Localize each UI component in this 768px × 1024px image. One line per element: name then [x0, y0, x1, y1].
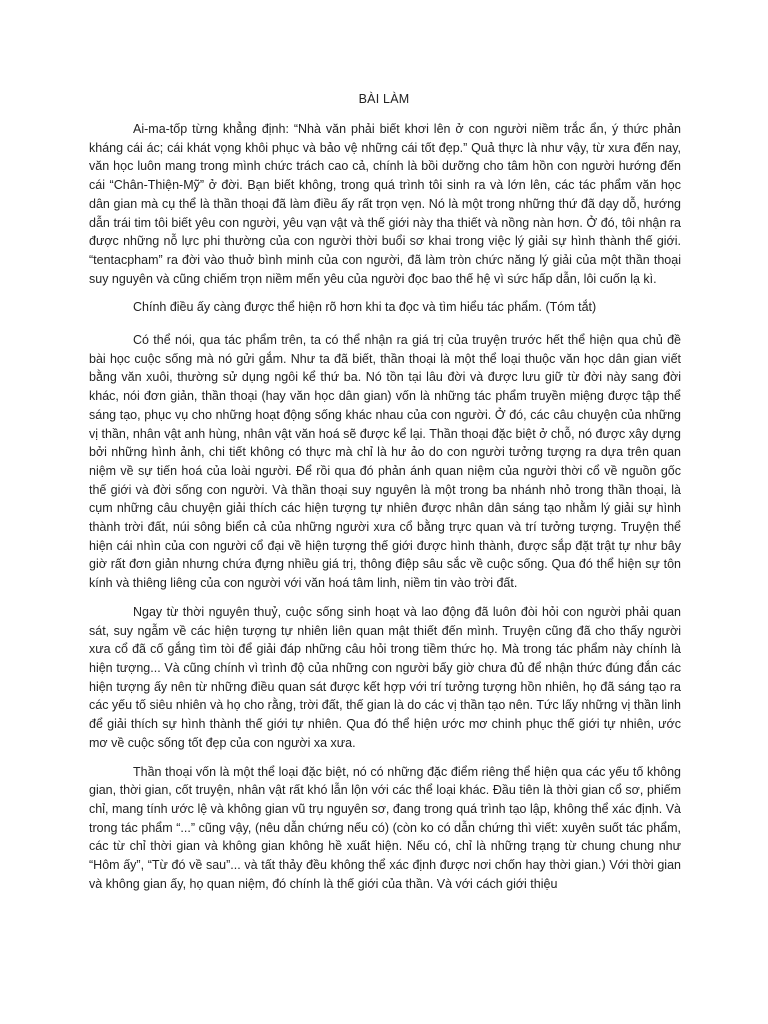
document-title: BÀI LÀM: [358, 92, 410, 106]
paragraph-intro: Ai-ma-tốp từng khẳng định: “Nhà văn phải biết khơi lên ở con người niềm trắc ẩn, ý thức phản kháng cái ác; cái khát vọng khôi phục và bảo vệ những cái tốt đẹp.” Quả thực là như vậy, từ xưa đến nay, văn học luôn mang trong mình chức trách cao cả, chính là bồi dưỡng cho tâm hồn con người hướng đến cái “Chân-Thiện-Mỹ” ở đời. Bạn biết không, trong quá trình tôi sinh ra và lớn lên, các tác phẩm văn học dân gian mà cụ thể là thần thoại đã làm điều ấy rất trọn vẹn. Nó là một trong những thứ đã dạy dỗ, hướng dẫn trái tim tôi biết yêu con người, yêu vạn vật và thế giới này tha thiết và nồng nàn hơn. Ở đó, tôi nhận ra được những nỗ lực phi thường của con người thời buổi sơ khai trong việc lý giải sự hình thành thế giới. “tentacpham” ra đời vào thuở bình minh của con người, đã làm tròn chức năng lý giải của một thần thoại suy nguyên và cũng chiếm trọn niềm mến yêu của người đọc bao thế hệ vì sức hấp dẫn, lôi cuốn lạ kì.: [89, 122, 681, 286]
paragraph-summary-note: Chính điều ấy càng được thể hiện rõ hơn khi ta đọc và tìm hiểu tác phẩm. (Tóm tắt): [133, 300, 597, 315]
paragraph-origins: Ngay từ thời nguyên thuỷ, cuộc sống sinh hoạt và lao động đã luôn đòi hỏi con người phải quan sát, suy ngẫm về các hiện tượng tự nhiên liên quan mật thiết đến mình. Truyện cũng đã cho thấy người xưa cổ đã cố gắng tìm tòi để giải đáp những câu hỏi trong tiềm thức họ. Mà trong tác phẩm này chính là hiện tượng... Và cũng chính vì trình độ của những con người bấy giờ chưa đủ để nhận thức đúng đắn các hiện tượng ấy nên từ những điều quan sát được kết hợp với trí tưởng tượng hồn nhiên, họ đã sáng tạo ra các yếu tố siêu nhiên và họ cho rằng, trời đất, thế gian là do các vị thần tạo nên. Tức lấy những vị thần linh để giải thích sự hình thành thế giới tự nhiên. Qua đó thể hiện ước mơ chinh phục thế giới tự nhiên, ước mơ về cuộc sống tốt đẹp của con người xa xưa.: [89, 604, 681, 750]
paragraph-theme: Có thể nói, qua tác phẩm trên, ta có thể nhận ra giá trị của truyện trước hết thể hiện qua chủ đề bài học cuộc sống mà nó gửi gắm. Như ta đã biết, thần thoại là một thể loại thuộc văn học dân gian viết bằng văn xuôi, thường sử dụng ngôi kể thứ ba. Nó tồn tại lâu đời và được lưu giữ từ đời này sang đời khác, nói đơn giản, thần thoại (hay văn học dân gian) vốn là những tác phẩm truyền miệng được tập thể sáng tạo, phục vụ cho những hoạt động sống khác nhau của con người. Ở đó, các câu chuyện của những vị thần, nhân vật anh hùng, nhân vật văn hoá sẽ được kể lại. Thần thoại đặc biệt ở chỗ, nó được xây dựng bởi những hình ảnh, chi tiết không có thực mà chỉ là hư ảo do con người tưởng tượng ra dựa trên quan niệm về sự tiến hoá của loài người. Để rồi qua đó phản ánh quan niệm của người thời cổ về nguồn gốc thế giới và đời sống con người. Và thần thoại suy nguyên là một trong ba nhánh nhỏ trong thần thoại, là cụm những câu chuyện giải thích các hiện tượng tự nhiên được nhân dân sáng tạo nhằm lý giải sự hình thành trời đất, núi sông biển cả của những người xưa cổ bằng trực quan và trí tưởng tượng. Truyện thể hiện cái nhìn của con người cổ đại về hiện tượng thế giới được hình thành, được sắp đặt trật tự như bây giờ rất đơn giản nhưng chứa đựng nhiều giá trị, thông điệp sâu sắc về cuộc sống. Qua đó thể hiện sự tôn kính và thiêng liêng của con người với văn hoá tâm linh, niềm tin vào trời đất.: [89, 333, 681, 591]
paragraph-time-space: Thần thoại vốn là một thể loại đặc biệt, nó có những đặc điểm riêng thể hiện qua các yếu tố không gian, thời gian, cốt truyện, nhân vật rất khó lẫn lộn với các thể loại khác. Đầu tiên là thời gian cổ sơ, phiếm chỉ, mang tính ước lệ và không gian vũ trụ nguyên sơ, đang trong quá trình tạo lập, không thể xác định. Và trong tác phẩm “...” cũng vậy, (nêu dẫn chứng nếu có) (còn ko có dẫn chứng thì viết: xuyên suốt tác phẩm, các từ chỉ thời gian và không gian không hề xuất hiện. Nếu có, chỉ là những trạng từ chung chung như “Hôm ấy”, “Từ đó về sau”... và tất thảy đều không thể xác định được nơi chốn hay thời gian.) Với thời gian và không gian ấy, họ quan niệm, đó chính là thế giới của thần. Và với cách giới thiệu: [89, 764, 681, 891]
document-body: [89, 120, 681, 903]
